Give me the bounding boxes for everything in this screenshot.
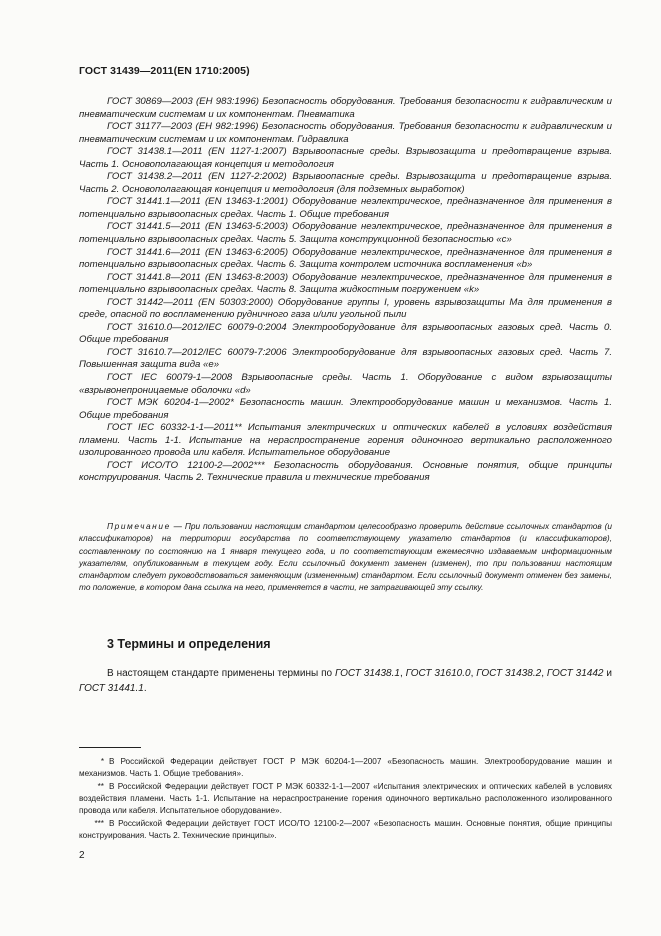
note-label: Примечание: [107, 521, 171, 531]
section-heading: 3 Термины и определения: [107, 637, 271, 651]
normative-references-list: [79, 96, 612, 485]
page-number: 2: [79, 850, 85, 861]
reference-item: ГОСТ 31441.5—2011 (EN 13463-5:2003) Оборудование неэлектрическое, предназначенное для применения в потенциально взрывоопасных средах. Часть 5. Защита конструкционной безопасностью «с»: [79, 221, 612, 246]
document-header: ГОСТ 31439—2011(EN 1710:2005): [79, 65, 250, 77]
reference-item: ГОСТ IEC 60332-1-1—2011** Испытания электрических и оптических кабелей в условиях воздействия пламени. Часть 1-1. Испытание на нераспространение горения одиночного вертикально расположенного изолированного провода или кабеля. Испытательное оборудование: [79, 422, 612, 459]
reference-item: ГОСТ 31441.6—2011 (EN 13463-6:2005) Оборудование неэлектрическое, предназначенное для применения в потенциально взрывоопасных средах. Часть 6. Защита контролем источника воспламенения «b»: [79, 246, 612, 271]
footnote-item: [79, 818, 612, 842]
footnote-mark: **: [97, 781, 104, 791]
reference-item: ГОСТ 31441.8—2011 (EN 13463-8:2003) Оборудование неэлектрическое, предназначенное для применения в потенциально взрывоопасных средах. Часть 8. Защита жидкостным погружением «k»: [79, 271, 612, 296]
reference-item: ГОСТ 31610.7—2012/IEC 60079-7:2006 Электрооборудование для взрывоопасных газовых сред. Часть 7. Повышенная защита вида «е»: [79, 346, 612, 371]
footnote-text: В Российской Федерации действует ГОСТ Р МЭК 60204-1—2007 «Безопасность машин. Электрооборудование машин и механизмов. Часть 1. Общие требования».: [79, 757, 612, 779]
footnote-text: В Российской Федерации действует ГОСТ ИСО/ТО 12100-2—2007 «Безопасность машин. Основные понятия, общие принципы конструирования. Часть 2. Технические принципы».: [79, 819, 612, 841]
term-reference: ГОСТ 31610.0: [405, 668, 471, 679]
reference-item: ГОСТ 31610.0—2012/IEC 60079-0:2004 Электрооборудование для взрывоопасных газовых сред. Часть 0. Общие требования: [79, 321, 612, 346]
footnotes-block: [79, 756, 612, 843]
note-dash: —: [170, 521, 185, 531]
reference-item: ГОСТ 30869—2003 (ЕН 983:1996) Безопасность оборудования. Требования безопасности к гидравлическим и пневматическим системам и их компонентам. Пневматика: [79, 96, 612, 120]
reference-item: ГОСТ МЭК 60204-1—2002* Безопасность машин. Электрооборудование машин и механизмов. Часть 1. Общие требования: [79, 397, 612, 421]
term-reference: ГОСТ 31441.1: [79, 683, 144, 694]
footnote-divider: [79, 747, 141, 748]
reference-item: ГОСТ 31442—2011 (EN 50303:2000) Оборудование группы I, уровень взрывозащиты Ма для применения в среде, опасной по воспламенению рудничного газа и/или угольной пыли: [79, 296, 612, 321]
reference-item: ГОСТ 31438.1—2011 (EN 1127-1:2007) Взрывоопасные среды. Взрывозащита и предотвращение взрыва. Часть 1. Основополагающая концепция и методология: [79, 146, 612, 170]
section-body: [79, 666, 612, 696]
term-reference: ГОСТ 31438.2: [476, 668, 542, 679]
reference-item: ГОСТ ИСО/ТО 12100-2—2002*** Безопасность оборудования. Основные понятия, общие принципы конструирования. Часть 2. Технические правила и технические требования: [79, 459, 612, 484]
footnote-text: В Российской Федерации действует ГОСТ Р МЭК 60332-1-1—2007 «Испытания электрических и оптических кабелей в условиях воздействия пламени. Часть 1-1. Испытание на нераспространение горения одиночного вертикально расположенного изолированного провода или кабеля. Испытательное оборудование».: [79, 781, 612, 816]
reference-item: ГОСТ 31438.2—2011 (EN 1127-2:2002) Взрывоопасные среды. Взрывозащита и предотвращение взрыва. Часть 2. Основополагающая концепция и методология (для подземных выработок): [79, 171, 612, 195]
footnote-mark: *: [100, 757, 104, 766]
separator: ,: [399, 668, 406, 679]
reference-item: ГОСТ IEC 60079-1—2008 Взрывоопасные среды. Часть 1. Оборудование с видом взрывозащиты «взрывонепроницаемые оболочки «d»: [79, 372, 612, 396]
section-paragraph: [79, 666, 612, 696]
section-intro-text: В настоящем стандарте применены термины по: [107, 668, 336, 679]
footnote-item: [79, 756, 612, 780]
note-paragraph: [79, 520, 612, 594]
footnote-mark: ***: [94, 819, 104, 829]
separator: ,: [470, 668, 477, 679]
term-reference: ГОСТ 31442: [546, 668, 604, 679]
note-text: При пользовании настоящим стандартом целесообразно проверить действие ссылочных стандартов (и классификаторов) на территории государства по соответствующему указателю стандартов (и классификаторов), составленному по состоянию на 1 января текущего года, и по соответствующим ежемесячно издаваемым информационным указателям, опубликованным в текущем году. Если ссылочный документ заменен (изменен), то при пользовании настоящим стандартом следует руководствоваться заменяющим (измененным) стандартом. Если ссылочный документ отменен без замены, то положение, в котором дана ссылка на него, применяется в части, не затрагивающей эту ссылку.: [79, 521, 612, 593]
reference-item: ГОСТ 31177—2003 (ЕН 982:1996) Безопасность оборудования. Требования безопасности к гидравлическим и пневматическим системам и их компонентам. Гидравлика: [79, 121, 612, 145]
reference-item: ГОСТ 31441.1—2011 (EN 13463-1:2001) Оборудование неэлектрическое, предназначенное для применения в потенциально взрывоопасных средах. Часть 1. Общие требования: [79, 196, 612, 220]
term-reference: ГОСТ 31438.1: [335, 668, 400, 679]
separator: ,: [541, 668, 547, 679]
footnote-item: [79, 781, 612, 818]
separator: и: [603, 668, 612, 679]
sentence-end: .: [143, 683, 147, 694]
note-block: [79, 520, 612, 594]
